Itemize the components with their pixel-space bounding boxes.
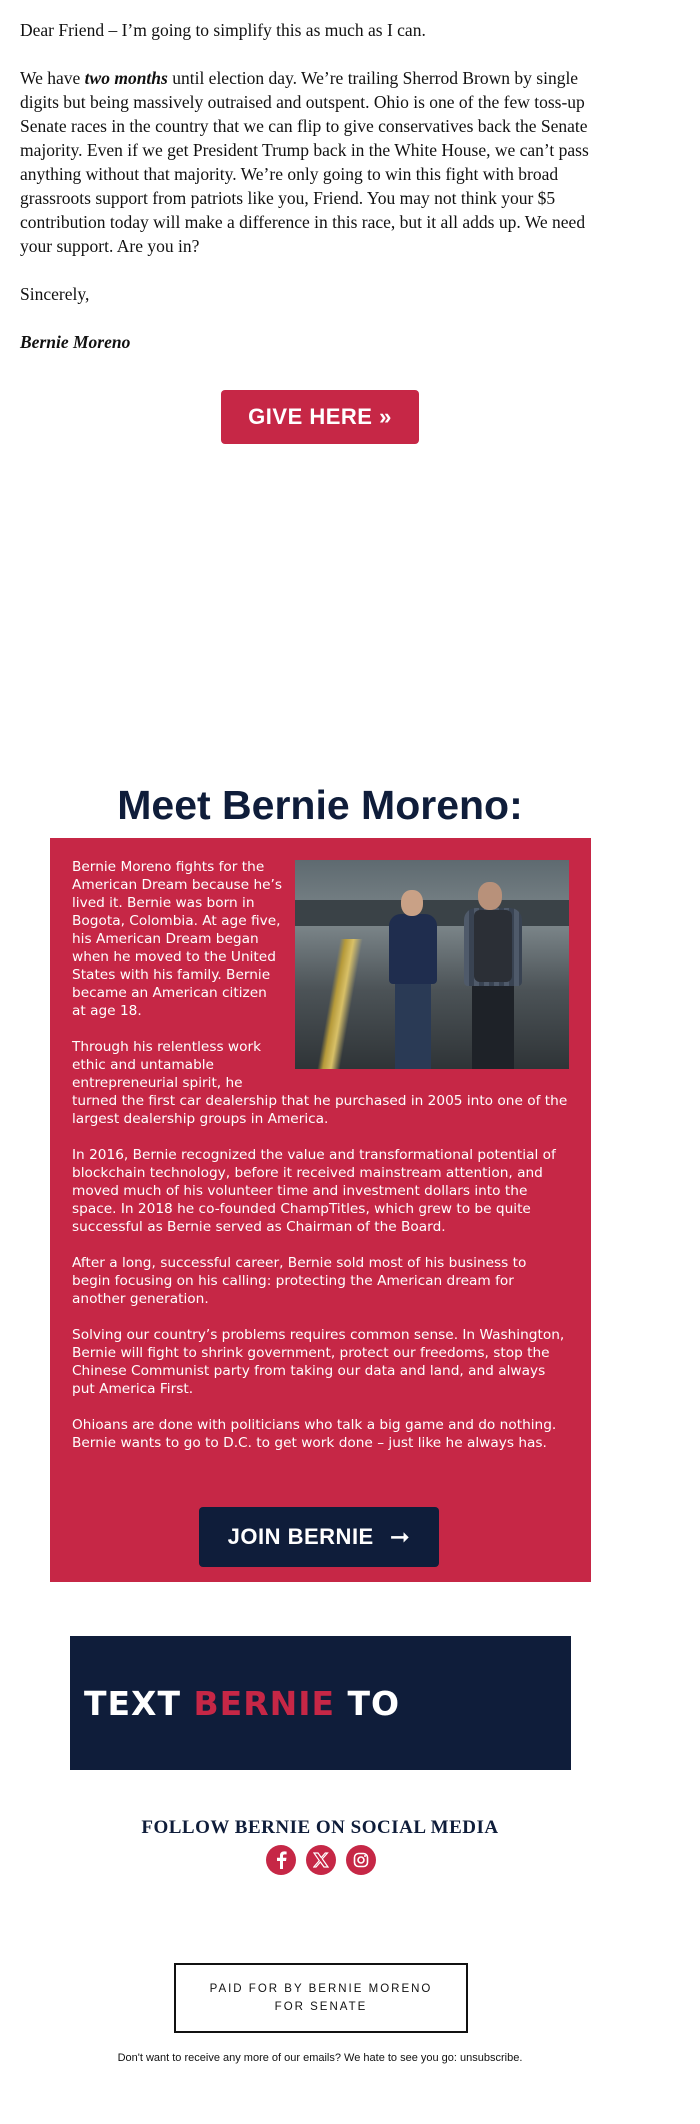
greeting: Dear Friend – I’m going to simplify this as much as I can. xyxy=(20,20,426,40)
bio-section xyxy=(50,838,591,1582)
closing: Sincerely, xyxy=(20,284,90,304)
join-button-label: JOIN BERNIE xyxy=(227,1524,374,1549)
letter-paragraph xyxy=(20,66,620,258)
bio-paragraph-5: Solving our country’s problems requires common sense. In Washington, Bernie will fight to shrink government, protect our freedoms, stop the Chinese Communist party from taking our data and land, and always put America First. xyxy=(72,1327,565,1397)
arrow-right-icon: ➞ xyxy=(389,1523,411,1551)
follow-social-title: FOLLOW BERNIE ON SOCIAL MEDIA xyxy=(141,1817,499,1838)
banner-text-bernie: BERNIE xyxy=(193,1683,336,1723)
letter-emphasis: two months xyxy=(84,68,168,88)
social-links xyxy=(266,1845,376,1875)
letter-text-start: We have xyxy=(20,68,85,88)
paid-for-disclaimer: PAID FOR BY BERNIE MORENO FOR SENATE xyxy=(174,1963,468,2033)
banner-text-2: TO xyxy=(335,1683,401,1723)
unsubscribe-text: Don't want to receive any more of our emails? We hate to see you go: xyxy=(117,2052,461,2064)
bio-paragraph-1: Bernie Moreno fights for the American Dream because he’s lived it. Bernie was born in Bogota, Colombia. At age five, his American Dream began when he moved to the United States with his family. Bernie became an American citizen at age 18. xyxy=(72,859,283,1019)
join-bernie-button[interactable] xyxy=(199,1507,439,1567)
letter-body xyxy=(20,18,620,378)
letter-text-rest: until election day. We’re trailing Sherrod Brown by single digits but being massively outraised and outspent. Ohio is one of the few toss-up Senate races in the country that we can flip to give conservatives back the Senate majority. Even if we get President Trump back in the White House, we can’t pass anything without that majority. We’re only going to win this fight with broad grassroots support from patriots like you, Friend. You may not think your $5 contribution today will make a difference in this race, but it all adds up. We need your support. Are you in? xyxy=(20,68,589,256)
bio-paragraph-4: After a long, successful career, Bernie sold most of his business to begin focusing on his calling: protecting the American dream for another generation. xyxy=(72,1255,527,1307)
x-icon[interactable] xyxy=(306,1845,336,1875)
bio-paragraph-2: Through his relentless work ethic and untamable entrepreneurial spirit, he turned the first car dealership that he purchased in 2005 into one of the largest dealership groups in America. xyxy=(72,1039,568,1127)
bio-content xyxy=(72,858,569,1470)
give-here-button[interactable]: GIVE HERE » xyxy=(221,390,419,444)
signature: Bernie Moreno xyxy=(20,332,131,352)
unsubscribe-line xyxy=(0,2052,640,2064)
instagram-icon[interactable] xyxy=(346,1845,376,1875)
text-bernie-banner[interactable] xyxy=(70,1636,571,1770)
facebook-icon[interactable] xyxy=(266,1845,296,1875)
unsubscribe-end: . xyxy=(519,2052,523,2064)
banner-text-1: TEXT xyxy=(84,1683,194,1723)
bio-paragraph-3: In 2016, Bernie recognized the value and transformational potential of blockchain technology, before it received mainstream attention, and moved much of his volunteer time and investment dollars into the space. In 2018 he co-founded ChampTitles, which grew to be quite successful as Bernie served as Chairman of the Board. xyxy=(72,1147,556,1235)
unsubscribe-link[interactable]: unsubscribe xyxy=(460,2052,520,2064)
bio-paragraph-6: Ohioans are done with politicians who talk a big game and do nothing. Bernie wants to go to D.C. to get work done – just like he always has. xyxy=(72,1417,557,1451)
bernie-photo xyxy=(295,860,569,1069)
meet-title: Meet Bernie Moreno: xyxy=(117,782,523,828)
